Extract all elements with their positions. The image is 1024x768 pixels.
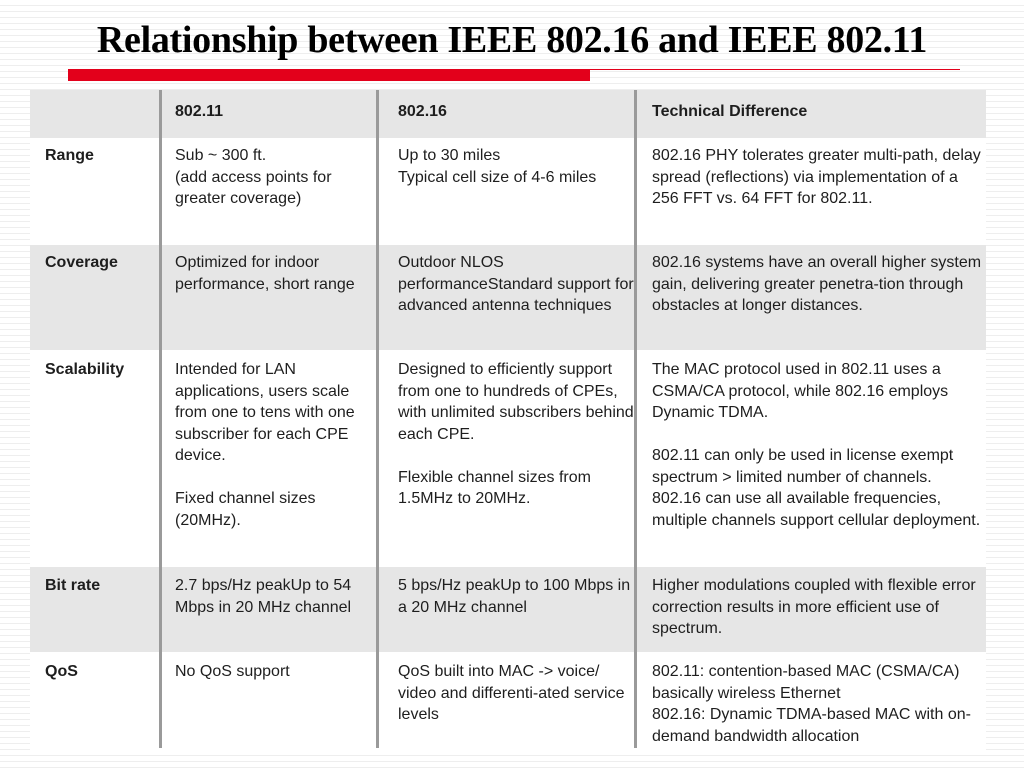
cell-technical-difference: 802.16 PHY tolerates greater multi-path, delay spread (reflections) via implementation of a 256 FFT vs. 64 FFT for 802.11.	[652, 147, 981, 207]
column-divider	[634, 90, 637, 748]
table-row-bit-rate	[30, 567, 986, 652]
cell-80211: Optimized for indoor performance, short range	[175, 254, 355, 293]
table-row-coverage	[30, 245, 986, 350]
slide-title: Relationship between IEEE 802.16 and IEEE 802.11	[96, 19, 928, 61]
table-row-qos	[30, 652, 986, 750]
cell-80216: Up to 30 miles Typical cell size of 4-6 miles	[398, 147, 597, 186]
cell-80211: Sub ~ 300 ft. (add access points for greater coverage)	[175, 147, 332, 207]
table-row-range	[30, 138, 986, 245]
header-cell-80216: 802.16	[398, 103, 447, 120]
cell-80216: 5 bps/Hz peakUp to 100 Mbps in a 20 MHz channel	[398, 577, 631, 616]
column-divider	[159, 90, 162, 748]
cell-80216: QoS built into MAC -> voice/ video and differenti-ated service levels	[398, 663, 625, 723]
title-accent-bar	[68, 70, 590, 81]
cell-technical-difference: 802.11: contention-based MAC (CSMA/CA) basically wireless Ethernet 802.16: Dynamic TDMA-based MAC with on-demand bandwidth allocation	[652, 663, 971, 745]
row-label: Bit rate	[45, 577, 101, 594]
cell-technical-difference: Higher modulations coupled with flexible error correction results in more efficient use of spectrum.	[652, 577, 976, 637]
row-label: Coverage	[45, 254, 118, 271]
column-divider	[376, 90, 379, 748]
cell-80216: Designed to efficiently support from one to hundreds of CPEs, with unlimited subscribers behind each CPE. Flexible channel sizes from 1.5MHz to 20MHz.	[398, 361, 634, 507]
header-cell-80211: 802.11	[175, 103, 224, 120]
row-label: Scalability	[45, 361, 125, 378]
row-label: Range	[45, 147, 94, 164]
row-label: QoS	[45, 663, 78, 680]
table-row-scalability	[30, 350, 986, 567]
cell-80216: Outdoor NLOS performanceStandard support for advanced antenna techniques	[398, 254, 634, 314]
cell-80211: 2.7 bps/Hz peakUp to 54 Mbps in 20 MHz channel	[175, 577, 352, 616]
table-header-row	[30, 90, 986, 138]
header-cell-technical-difference: Technical Difference	[652, 103, 808, 120]
cell-80211: No QoS support	[175, 663, 290, 680]
cell-80211: Intended for LAN applications, users scale from one to tens with one subscriber for each CPE device. Fixed channel sizes (20MHz).	[175, 361, 355, 529]
cell-technical-difference: The MAC protocol used in 802.11 uses a CSMA/CA protocol, while 802.16 employs Dynamic TDMA. 802.11 can only be used in license exempt spectrum > limited number of channels. 802.16 can use all available frequencies, multiple channels support cellular deployment.	[652, 361, 981, 529]
comparison-table	[30, 90, 986, 750]
cell-technical-difference: 802.16 systems have an overall higher system gain, delivering greater penetra-tion through obstacles at longer distances.	[652, 254, 982, 314]
